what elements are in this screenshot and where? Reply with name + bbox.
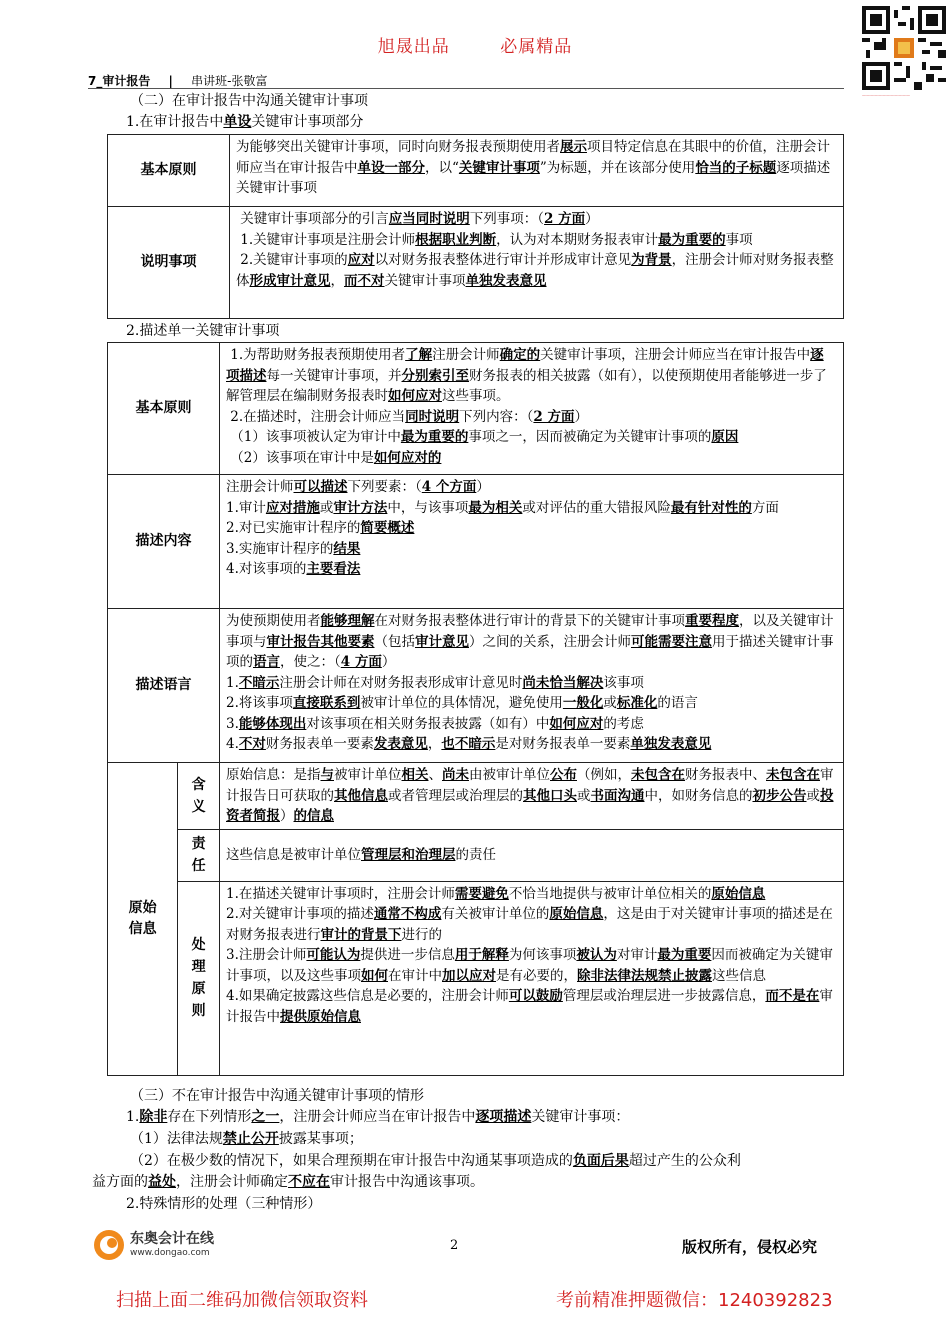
row-label: 描述语言 [108, 609, 220, 763]
logo-text: 东奥会计在线 [130, 1231, 214, 1247]
logo-url: www.dongao.com [130, 1248, 210, 1258]
lecturer-name: 串讲班-张敬富 [191, 74, 268, 88]
row-content: 1.为帮助财务报表预期使用者了解注册会计师确定的关键审计事项，注册会计师应当在审计报告中逐项描述每一关键审计事项，并分别索引至财务报表的相关披露（如有），以使预期使用者能够进一步了解管理层在编制财务报表时如何应对这些事项。 2.在描述时，注册会计师应当同时说明下列内容：（2 方面） （1）该事项被认定为审计中最为重要的事项之一，因而被确定为关键审计事项的原因 （2）该事项在审计中是如何应对的 [220, 343, 844, 475]
page-number: 2 [450, 1238, 459, 1253]
section-heading: （三）不在审计报告中沟通关键审计事项的情形 [130, 1088, 424, 1104]
sub-label: 责 任 [178, 829, 220, 881]
row-content: 关键审计事项部分的引言应当同时说明下列事项：（2 方面） 1.关键审计事项是注册会计师根据职业判断，认为对本期财务报表审计最为重要的事项 2.关键审计事项的应对以对财务报表整体进行审计并形成审计意见为背景，注册会计师对财务报表整体形成审计意见，而不对关键审计事项单独发表意见 [230, 207, 844, 319]
table-row [108, 475, 844, 609]
table-row [108, 207, 844, 319]
single-matter-table [107, 342, 844, 1076]
dongao-logo-icon [92, 1228, 126, 1262]
table-row [108, 829, 844, 881]
banner-right: 必属精品 [500, 37, 573, 57]
section-heading: （二）在审计报告中沟通关键审计事项 [130, 93, 368, 109]
row-content: 注册会计师可以描述下列要素：（4 个方面） 1.审计应对措施或审计方法中，与该事项最为相关或对评估的重大错报风险最有针对性的方面 2.对已实施审计程序的简要概述 3.实施审计程序的结果 4.对该事项的主要看法 [220, 475, 844, 609]
sub-label: 处 理 原 则 [178, 881, 220, 1075]
table-row [108, 135, 844, 207]
banner-left: 旭晟出品 [377, 37, 450, 57]
breadcrumb-separator: | [168, 74, 173, 88]
paragraph: （2）在极少数的情况下，如果合理预期在审计报告中沟通某事项造成的负面后果超过产生的公众利 [130, 1153, 741, 1169]
course-title: 7_审计报告 [88, 74, 151, 88]
paragraph: 1.除非存在下列情形之一，注册会计师应当在审计报告中逐项描述关键审计事项： [126, 1109, 630, 1125]
key-audit-section-table [107, 134, 844, 319]
header-divider [88, 88, 844, 89]
table-row [108, 881, 844, 1075]
table-row [108, 763, 844, 830]
qr-note: ———————————— [862, 92, 910, 97]
table-row [108, 343, 844, 475]
row-label: 说明事项 [108, 207, 230, 319]
row-content: 为能够突出关键审计事项，同时向财务报表预期使用者展示项目特定信息在其眼中的价值，注册会计师应当在审计报告中单设一部分，以“关键审计事项”为标题，并在该部分使用恰当的子标题逐项描述关键审计事项 [230, 135, 844, 207]
footer-logo[interactable] [92, 1226, 232, 1266]
paragraph: 益方面的益处，注册会计师确定不应在审计报告中沟通该事项。 [92, 1174, 484, 1190]
paragraph: 2.特殊情形的处理（三种情形） [126, 1196, 322, 1212]
row-content: 为使预期使用者能够理解在对财务报表整体进行审计的背景下的关键审计事项重要程度，以及关键审计事项与审计报告其他要素（包括审计意见）之间的关系，注册会计师可能需要注意用于描述关键审计事项的语言，使之：（4 方面） 1.不暗示注册会计师在对财务报表形成审计意见时尚未恰当解决该事项 2.将该事项直接联系到被审计单位的具体情况，避免使用一般化或标准化的语言 3.能够体现出对该事项在相关财务报表披露（如有）中如何应对的考虑 4.不对财务报表单一要素发表意见，也不暗示是对财务报表单一要素单独发表意见 [220, 609, 844, 763]
copyright-note: 版权所有，侵权必究 [682, 1238, 818, 1256]
subsection-heading: 1.在审计报告中单设关键审计事项部分 [126, 114, 364, 130]
breadcrumb [88, 72, 267, 89]
row-label: 基本原则 [108, 343, 220, 475]
header-banner [0, 32, 950, 57]
table-row [108, 609, 844, 763]
row-content: 原始信息：是指与被审计单位相关、尚未由被审计单位公布（例如，未包含在财务报表中、未包含在审计报告日可获取的其他信息或者管理层或治理层的其他口头或书面沟通中，如财务信息的初步公告或投资者简报）的信息 [220, 763, 844, 830]
row-label: 基本原则 [108, 135, 230, 207]
row-label: 描述内容 [108, 475, 220, 609]
row-content: 1.在描述关键审计事项时，注册会计师需要避免不恰当地提供与被审计单位相关的原始信息 2.对关键审计事项的描述通常不构成有关被审计单位的原始信息，这是由于对关键审计事项的描述是在对财务报表进行审计的背景下进行的 3.注册会计师可能认为提供进一步信息用于解释为何该事项被认为对审计最为重要因而被确定为关键审计事项，以及这些事项如何在审计中加以应对是有必要的，除非法律法规禁止披露这些信息 4.如果确定披露这些信息是必要的，注册会计师可以鼓励管理层或治理层进一步披露信息，而不是在审计报告中提供原始信息 [220, 881, 844, 1075]
bottom-note-right: 考前精准押题微信：1240392823 [556, 1290, 833, 1311]
row-content: 这些信息是被审计单位管理层和治理层的责任 [220, 829, 844, 881]
qr-code-icon[interactable] [862, 6, 946, 90]
row-label: 原始 信息 [108, 763, 178, 1076]
bottom-note-left: 扫描上面二维码加微信领取资料 [116, 1290, 368, 1311]
subsection-heading: 2.描述单一关键审计事项 [126, 323, 280, 339]
sub-label: 含 义 [178, 763, 220, 830]
paragraph: （1）法律法规禁止公开披露某事项； [130, 1131, 363, 1147]
